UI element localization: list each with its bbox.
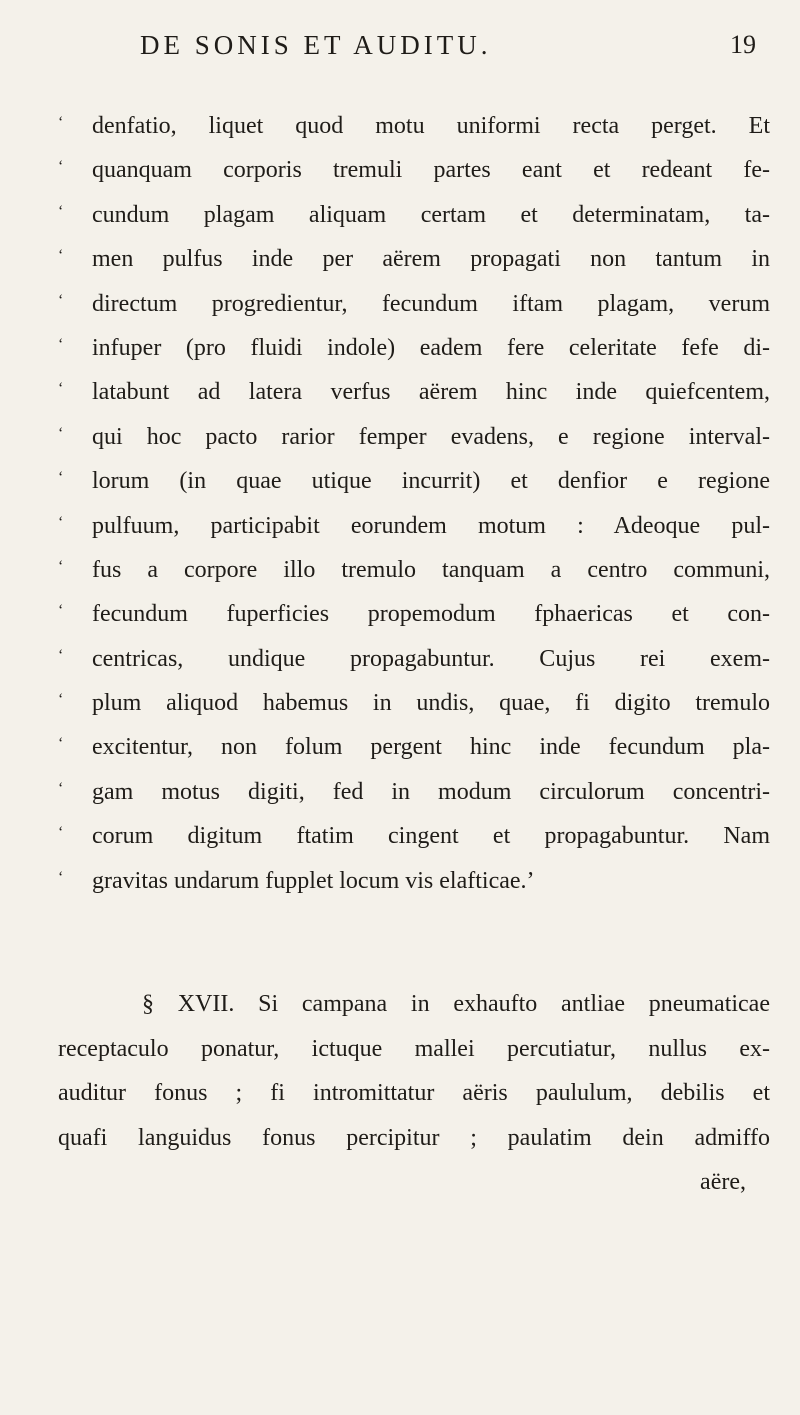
section-line: auditur fonus ; fi intromittatur aëris paululum, debilis et <box>58 1080 770 1106</box>
quote-mark: ‘ <box>58 513 64 531</box>
quote-mark: ‘ <box>58 247 64 265</box>
section-line: quafi languidus fonus percipitur ; paulatim dein admiffo <box>58 1124 770 1151</box>
quote-line-text: fecundum fuperficies propemodum fphaericas et con- <box>92 601 770 628</box>
quote-mark: ‘ <box>58 114 64 131</box>
quote-line <box>58 148 770 192</box>
quote-line-text: cundum plagam aliquam certam et determinatam, ta- <box>92 201 770 228</box>
quote-line-text: qui hoc pacto rarior femper evadens, e regione interval- <box>92 423 770 450</box>
running-title: DE SONIS ET AUDITU. <box>140 30 492 60</box>
quote-line-text: infuper (pro fluidi indole) eadem fere celeritate fefe di- <box>92 334 770 361</box>
quote-mark: ‘ <box>58 291 64 309</box>
quote-mark: ‘ <box>58 424 64 442</box>
quote-mark: ‘ <box>58 824 64 842</box>
quote-line-text: lorum (in quae utique incurrit) et denfior e regione <box>92 468 770 495</box>
quote-line <box>58 859 770 903</box>
quote-mark: ‘ <box>58 158 64 176</box>
quote-mark: ‘ <box>58 735 64 753</box>
quote-line-text: directum progredientur, fecundum iftam plagam, verum <box>92 290 770 317</box>
quote-line-text: men pulfus inde per aërem propagati non tantum in <box>92 246 770 273</box>
quote-line <box>58 370 770 414</box>
quote-line <box>58 725 770 769</box>
quote-line-text: quanquam corporis tremuli partes eant et redeant fe- <box>92 157 770 184</box>
quote-line <box>58 237 770 281</box>
quote-line-text: centricas, undique propagabuntur. Cujus rei exem- <box>92 645 770 672</box>
quoted-passage <box>58 104 770 903</box>
quote-mark: ‘ <box>58 335 64 353</box>
quote-mark: ‘ <box>58 380 64 398</box>
quote-line <box>58 282 770 326</box>
quote-line-text: gravitas undarum fupplet locum vis elafticae.’ <box>92 867 535 894</box>
quote-mark: ‘ <box>58 868 64 886</box>
quote-mark: ‘ <box>58 779 64 797</box>
quote-mark: ‘ <box>58 691 64 709</box>
quote-line-text: denfatio, liquet quod motu uniformi recta perget. Et <box>92 113 770 139</box>
quote-line <box>58 681 770 725</box>
quote-line <box>58 592 770 636</box>
quote-line <box>58 193 770 237</box>
quote-line-text: excitentur, non folum pergent hinc inde fecundum pla- <box>92 734 770 761</box>
quote-line <box>58 459 770 503</box>
page-number: 19 <box>730 30 756 59</box>
quote-line <box>58 637 770 681</box>
quote-line-text: latabunt ad latera verfus aërem hinc inde quiefcentem, <box>92 379 770 406</box>
section-line: receptaculo ponatur, ictuque mallei percutiatur, nullus ex- <box>58 1035 770 1062</box>
quote-line-text: fus a corpore illo tremulo tanquam a centro communi, <box>92 556 770 583</box>
quote-line-text: plum aliquod habemus in undis, quae, fi digito tremulo <box>92 690 770 717</box>
quote-line <box>58 415 770 459</box>
quote-line-text: pulfuum, participabit eorundem motum : Adeoque pul- <box>92 512 770 539</box>
running-head <box>0 30 800 74</box>
quote-line <box>58 770 770 814</box>
quote-line-text: gam motus digiti, fed in modum circulorum concentri- <box>92 778 770 805</box>
quote-line-text: corum digitum ftatim cingent et propagabuntur. Nam <box>92 823 770 850</box>
quote-line <box>58 326 770 370</box>
section-line: § XVII. Si campana in exhaufto antliae pneumaticae <box>142 991 770 1017</box>
quote-line <box>58 548 770 592</box>
quote-mark: ‘ <box>58 202 64 220</box>
catchword: aëre, <box>700 1169 746 1195</box>
quote-mark: ‘ <box>58 602 64 620</box>
quote-line <box>58 104 770 148</box>
quote-line <box>58 504 770 548</box>
quote-mark: ‘ <box>58 646 64 664</box>
quote-mark: ‘ <box>58 557 64 575</box>
quote-line <box>58 814 770 858</box>
section-xvii <box>58 982 770 1160</box>
quote-mark: ‘ <box>58 469 64 487</box>
